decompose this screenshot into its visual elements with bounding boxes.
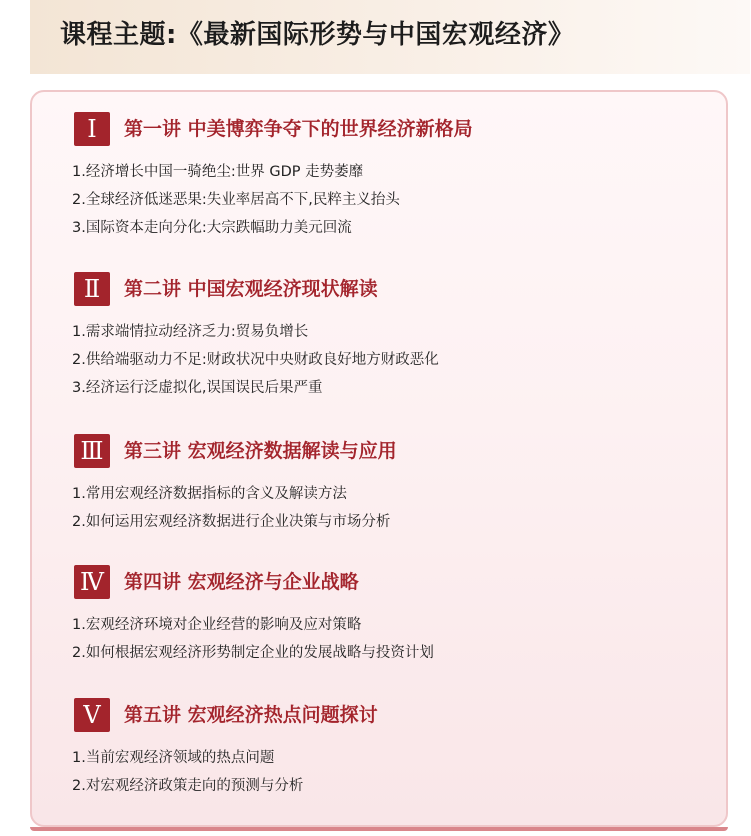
lecture-title: 第三讲 宏观经济数据解读与应用 [124,440,397,462]
lecture-section-1 [72,112,712,236]
list-item: 1.常用宏观经济数据指标的含义及解读方法 [72,486,347,502]
roman-numeral-badge: Ⅴ [74,698,110,732]
list-item: 1.需求端情拉动经济乏力:贸易负增长 [72,324,309,340]
roman-numeral-badge: Ⅰ [74,112,110,146]
list-item: 2.供给端驱动力不足:财政状况中央财政良好地方财政恶化 [72,352,439,368]
lecture-section-4 [72,565,712,661]
header-banner [30,0,750,74]
lecture-header [72,112,712,148]
roman-numeral-badge: Ⅳ [74,565,110,599]
lecture-header [72,272,712,308]
roman-numeral-badge: Ⅱ [74,272,110,306]
lecture-header [72,434,712,470]
lecture-title: 第一讲 中美博弈争夺下的世界经济新格局 [124,118,473,140]
list-item: 1.经济增长中国一骑绝尘:世界 GDP 走势萎靡 [72,164,364,180]
list-item: 3.国际资本走向分化:大宗跌幅助力美元回流 [72,220,352,236]
lecture-section-5 [72,698,712,794]
list-item: 1.当前宏观经济领域的热点问题 [72,750,275,766]
lecture-items [72,611,434,667]
list-item: 1.宏观经济环境对企业经营的影响及应对策略 [72,617,362,633]
lecture-items [72,744,303,800]
list-item: 2.全球经济低迷恶果:失业率居高不下,民粹主义抬头 [72,192,400,208]
lecture-section-2 [72,272,712,396]
lecture-header [72,565,712,601]
roman-numeral-badge: Ⅲ [74,434,110,468]
lecture-items [72,318,439,402]
lecture-title: 第四讲 宏观经济与企业战略 [124,571,359,593]
outline-card [30,90,728,827]
lecture-title: 第五讲 宏观经济热点问题探讨 [124,704,378,726]
list-item: 3.经济运行泛虚拟化,误国误民后果严重 [72,380,323,396]
lecture-items [72,158,400,242]
list-item: 2.对宏观经济政策走向的预测与分析 [72,778,304,794]
lecture-items [72,480,390,536]
list-item: 2.如何根据宏观经济形势制定企业的发展战略与投资计划 [72,645,434,661]
lecture-section-3 [72,434,712,530]
lecture-title: 第二讲 中国宏观经济现状解读 [124,278,378,300]
course-title: 课程主题:《最新国际形势与中国宏观经济》 [60,20,575,50]
list-item: 2.如何运用宏观经济数据进行企业决策与市场分析 [72,514,391,530]
lecture-header [72,698,712,734]
